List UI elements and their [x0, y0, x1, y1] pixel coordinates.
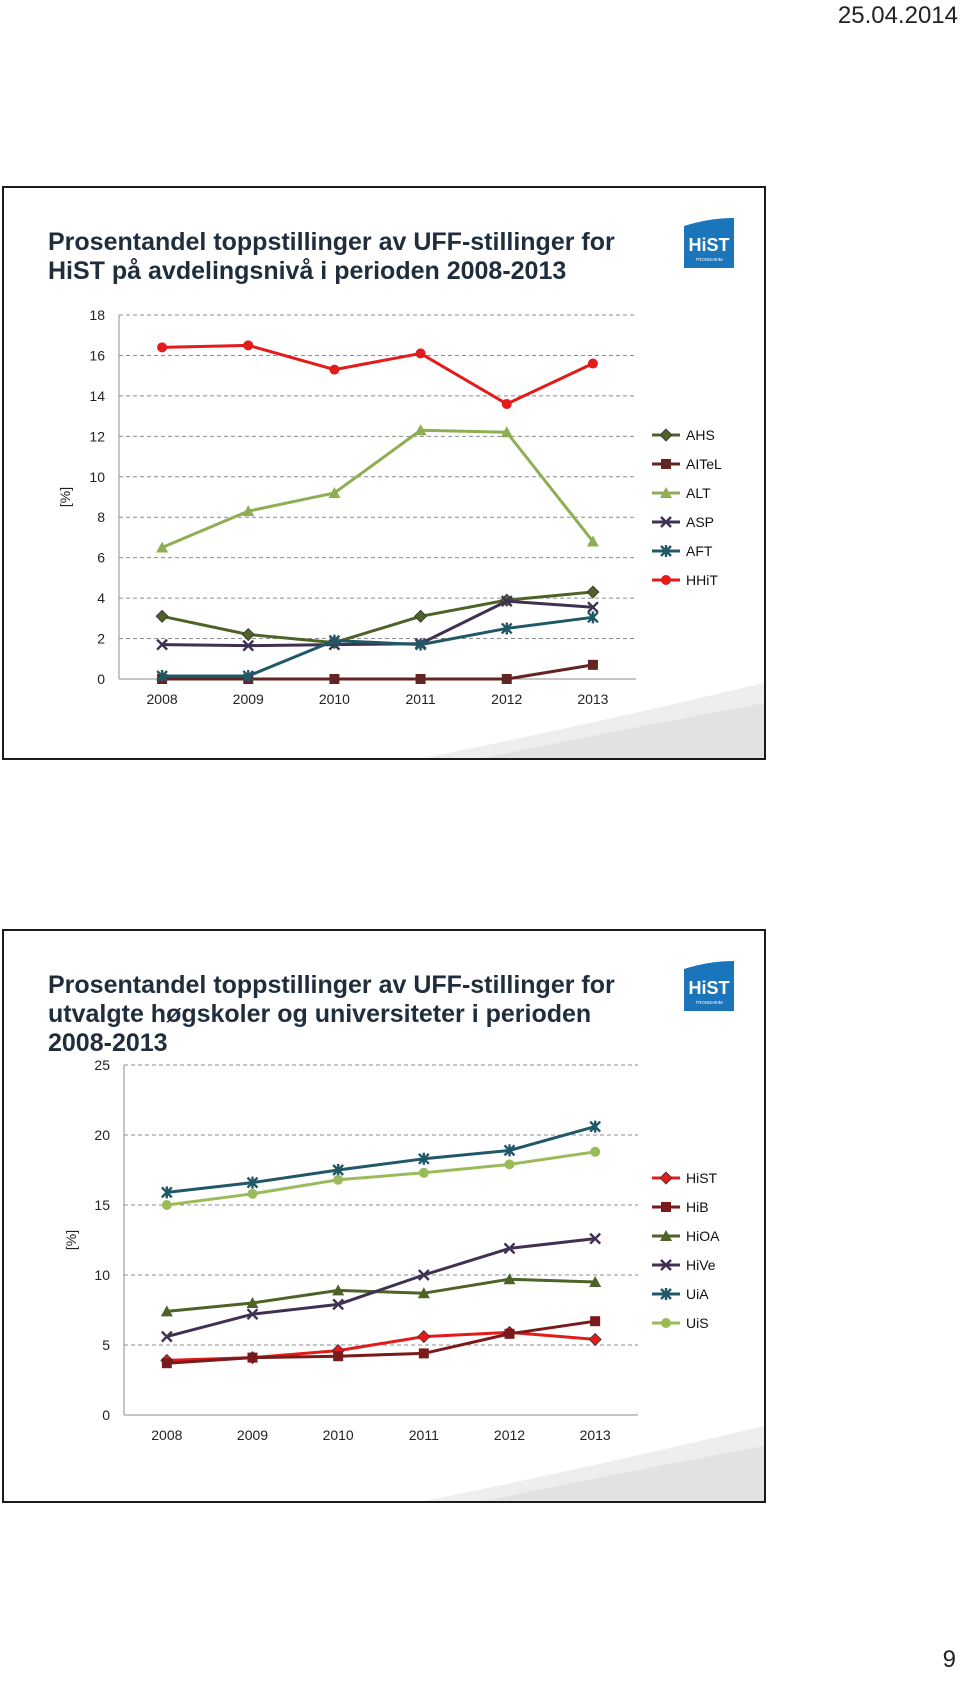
legend-label: ALT	[686, 485, 711, 501]
y-tick-label: 12	[89, 428, 105, 445]
y-tick-label: 16	[89, 347, 105, 364]
series-line	[167, 1152, 595, 1205]
x-tick-label: 2011	[408, 1427, 439, 1443]
decorative-swoosh	[424, 1426, 764, 1501]
series-alt	[156, 424, 599, 552]
legend-item	[652, 543, 713, 559]
series-line	[162, 592, 593, 643]
x-tick-label: 2009	[232, 691, 264, 707]
legend-label: UiS	[686, 1315, 709, 1331]
slide-title-line: Prosentandel toppstillinger av UFF-stillinger for	[48, 228, 615, 256]
data-point	[156, 610, 168, 622]
slide-1	[2, 186, 766, 760]
svg-text:TRONDHEIM: TRONDHEIM	[695, 1000, 723, 1005]
svg-text:TRONDHEIM: TRONDHEIM	[695, 257, 723, 262]
legend-item	[652, 1199, 709, 1215]
legend-label: AITeL	[686, 456, 722, 472]
series-uis	[162, 1147, 600, 1210]
decorative-swoosh	[424, 683, 764, 758]
x-tick-label: 2012	[493, 1427, 526, 1443]
legend-marker	[661, 459, 671, 469]
legend-marker	[661, 1318, 671, 1328]
legend-marker	[661, 575, 671, 585]
legend-label: HiVe	[686, 1257, 716, 1273]
data-point	[243, 340, 253, 350]
data-point	[590, 1147, 600, 1157]
legend-item	[652, 1286, 709, 1302]
y-tick-label: 8	[97, 509, 105, 526]
data-point	[329, 365, 339, 375]
legend-label: AFT	[686, 543, 713, 559]
data-point	[162, 1200, 172, 1210]
x-tick-label: 2013	[579, 1427, 611, 1443]
slide-title-line: 2008-2013	[48, 1029, 168, 1057]
data-point	[157, 342, 167, 352]
x-tick-label: 2012	[491, 691, 523, 707]
data-point	[587, 586, 599, 598]
y-tick-label: 10	[94, 1267, 110, 1283]
legend-item	[652, 456, 722, 472]
data-point	[590, 1316, 600, 1326]
data-point	[415, 610, 427, 622]
legend-marker	[660, 429, 672, 441]
series-line	[167, 1127, 595, 1193]
data-point	[248, 1189, 258, 1199]
series-hioa	[161, 1273, 601, 1316]
data-point	[419, 1168, 429, 1178]
data-point	[505, 1329, 515, 1339]
series-hive	[162, 1234, 600, 1342]
y-tick-label: 2	[97, 630, 105, 647]
series-ahs	[156, 586, 599, 649]
legend-item	[652, 1228, 720, 1244]
data-point	[329, 674, 339, 684]
series-aitel	[157, 660, 598, 684]
data-point	[162, 1358, 172, 1368]
y-tick-label: 0	[97, 671, 105, 687]
legend-label: ASP	[686, 514, 715, 530]
x-tick-label: 2010	[318, 691, 350, 707]
x-tick-label: 2011	[405, 691, 436, 707]
slide-title-line: utvalgte høgskoler og universiteter i perioden	[48, 1000, 592, 1028]
y-tick-label: 0	[102, 1407, 110, 1423]
series-line	[162, 430, 593, 547]
legend-marker	[661, 1202, 671, 1212]
y-axis-label: [%]	[63, 1229, 79, 1251]
y-tick-label: 6	[97, 549, 105, 566]
data-point	[505, 1159, 515, 1169]
legend-item	[652, 1315, 709, 1331]
y-tick-label: 15	[94, 1197, 110, 1213]
data-point	[333, 1175, 343, 1185]
y-axis-label: [%]	[57, 486, 73, 508]
series-line	[167, 1279, 595, 1311]
legend-item	[652, 514, 714, 530]
y-tick-label: 25	[94, 1057, 110, 1073]
data-point	[589, 1333, 601, 1345]
page-date: 25.04.2014	[837, 2, 958, 29]
legend-item	[652, 427, 715, 443]
svg-text:HiST: HiST	[688, 235, 730, 255]
slide-2	[2, 929, 766, 1503]
legend-item	[652, 485, 711, 501]
series-line	[167, 1239, 595, 1337]
svg-text:HiST: HiST	[688, 978, 730, 998]
legend-label: HHiT	[686, 572, 718, 588]
y-tick-label: 14	[89, 387, 105, 404]
x-tick-label: 2008	[151, 1427, 183, 1443]
x-tick-label: 2013	[577, 691, 609, 707]
legend-label: AHS	[686, 427, 715, 443]
series-hhit	[157, 340, 598, 409]
y-tick-label: 4	[97, 590, 105, 607]
data-point	[588, 359, 598, 369]
legend-label: HiB	[686, 1199, 709, 1215]
legend-label: HiOA	[686, 1228, 720, 1244]
y-tick-label: 18	[89, 307, 105, 323]
data-point	[419, 1348, 429, 1358]
page-number: 9	[942, 1646, 956, 1673]
data-point	[418, 1331, 430, 1343]
legend-label: UiA	[686, 1286, 709, 1302]
data-point	[416, 348, 426, 358]
legend-item	[652, 572, 718, 588]
data-point	[502, 399, 512, 409]
slide-title-line: Prosentandel toppstillinger av UFF-stillinger for	[48, 971, 615, 999]
data-point	[248, 1353, 258, 1363]
data-point	[588, 660, 598, 670]
legend-item	[652, 1170, 718, 1186]
x-tick-label: 2010	[322, 1427, 354, 1443]
series-line	[162, 345, 593, 404]
line-chart-institutions	[4, 931, 764, 1501]
y-tick-label: 20	[94, 1127, 110, 1143]
legend-item	[652, 1257, 716, 1273]
x-tick-label: 2009	[236, 1427, 269, 1443]
legend-label: HiST	[686, 1170, 718, 1186]
line-chart-departments	[4, 188, 764, 758]
x-tick-label: 2008	[146, 691, 178, 707]
data-point	[333, 1351, 343, 1361]
y-tick-label: 5	[102, 1337, 110, 1353]
y-tick-label: 10	[89, 468, 105, 485]
legend-marker	[660, 1172, 672, 1184]
slide-title-line: HiST på avdelingsnivå i perioden 2008-2013	[48, 257, 567, 285]
